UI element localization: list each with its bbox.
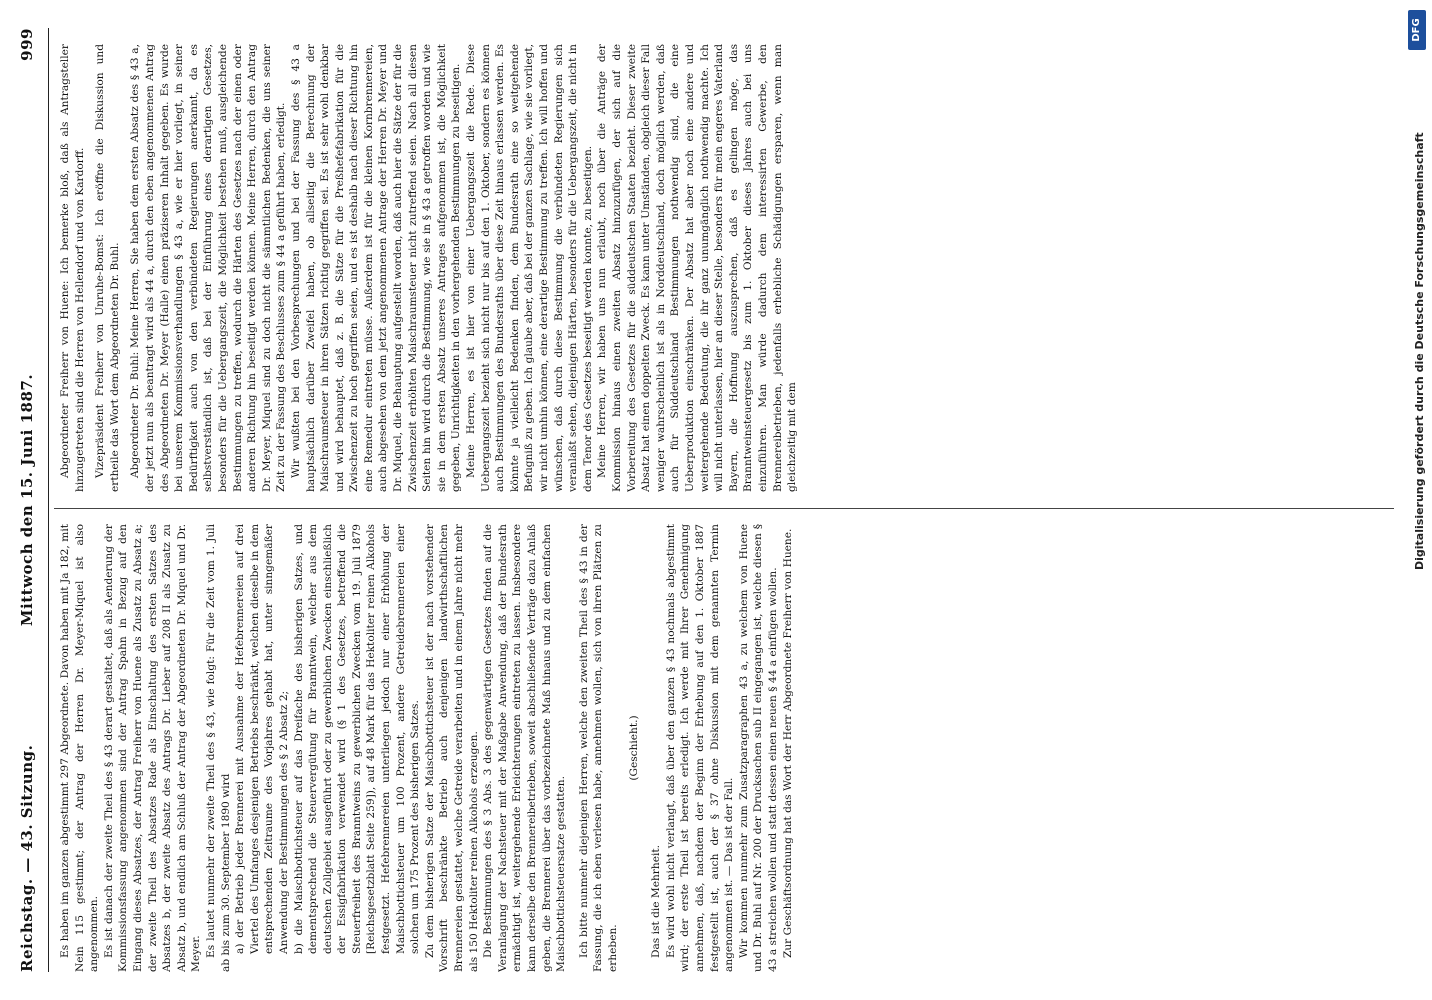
- header-session: Reichstag. — 43. Sitzung.: [18, 744, 36, 972]
- digitization-credit: [1396, 0, 1432, 1000]
- paragraph: Vizepräsident Freiherr von Unruhe-Bomst: Ich eröffne die Diskussion und ertheile das Wort dem Abgeordneten Dr. Buhl.: [94, 44, 121, 492]
- spacer: [569, 524, 577, 972]
- paragraph: Es lautet nunmehr der zweite Theil des § 43, wie folgt: Für die Zeit vom 1. Juli ab bis zum 30. September 1890 wird: [204, 524, 232, 972]
- list-item: b) die Maischbottichsteuer auf das Dreifache des bisherigen Satzes, und dementsprechend die Steuervergütung für Branntwein, welcher aus dem deutschen Zollgebiet ausgeführt oder zu gewerblichen Zwecken einschließlich der Essigfabrikation verwendet wird (§ 1 des Gesetzes, betreffend die Steuerfreiheit des Branntweins zu gewerblichen Zwecken vom 19. Juli 1879 [Reichsgesetzblatt Seite 259]), auf 48 Mark für das Hektoliter reinen Alkohols festgesetzt. Hefebrennereien unterliegen jedoch nur einer Erhöhung der Maischbottichsteuer um 100 Prozent, andere Getreidebrennereien einer solchen um 175 Prozent des bisherigen Satzes.: [292, 524, 422, 954]
- paragraph: Zur Geschäftsordnung hat das Wort der Herr Abgeordnete Freiherr von Huene.: [781, 528, 794, 958]
- paragraph: Meine Herren, wir haben uns nun erlaubt, noch über die Anträge der Kommission hinaus einen zweiten Absatz hinzuzufügen, der sich auf die Vorbereitung des Gesetzes für die süddeutschen Staaten bezieht. Dieser zweite Absatz hat einen doppelten Zweck. Es kann unter Umständen, obgleich dieser Fall weniger wahrscheinlich ist als in Norddeutschland, doch möglich werden, daß auch für Süddeutschland Bestimmungen nothwendig sind, die eine Ueberproduktion einschränken. Der Absatz hat aber noch eine andere und weitergehende Bedeutung, die ihr ganz unumgänglich nothwendig machte. Ich will nicht unterlassen, hier an dieser Stelle, besonders für mein engeres Vaterland Bayern, die Hoffnung auszusprechen, daß es gelingen möge, das Branntweinsteuergesetz bis zum 1. Oktober dieses Jahres auch bei uns einzuführen. Man würde dadurch dem interessirten Gewerbe, den Brennereibetrieben, jedenfalls erhebliche Schädigungen ersparen, wenn man gleichzeitig mit dem: [596, 44, 799, 492]
- header-date: Mittwoch den 15. Juni 1887.: [18, 373, 36, 627]
- paragraph: Zu dem bisherigen Satze der Maischbottichsteuer ist der nach vorstehender Vorschrift beschränkte Betrieb auch denjenigen landwirthschaftlichen Brennereien gestattet, welche Getreide verarbeiten und in einem Jahre nicht mehr als 150 Hektoliter reinen Alkohols erzeugen.: [423, 524, 480, 972]
- header-rule: [48, 28, 49, 972]
- page-number: 999: [18, 28, 36, 61]
- page-header: [18, 28, 44, 972]
- right-column: [58, 44, 1388, 492]
- left-column: [58, 524, 1388, 972]
- spacer: [641, 524, 649, 972]
- paragraph: Es haben im ganzen abgestimmt 297 Abgeordnete. Davon haben mit Ja 182, mit Nein 115 gestimmt; der Antrag der Herren Dr. Meyer-Miquel ist also angenommen.: [59, 524, 101, 972]
- paragraph: Abgeordneter Freiherr von Huene: Ich bemerke bloß, daß als Antragsteller hinzugetreten sind die Herren von Hellendorf und von Kardorff.: [59, 44, 86, 492]
- list-item: a) der Betrieb jeder Brennerei mit Ausnahme der Hefebrennereien auf drei Viertel des Umfanges desjenigen Betriebs beschränkt, welchen dieselbe in dem entsprechenden Zeitraume des Vorjahres gehabt hat, unter sinngemäßer Anwendung der Bestimmungen des § 2 Absatz 2;: [234, 524, 290, 954]
- paragraph: Wir kommen nunmehr zum Zusatzparagraphen 43 a, zu welchem von Huene und Dr. Buhl auf Nr. 200 der Drucksachen sub II eingegangen ist, welche diesen § 43 a streichen wollen und statt dessen einen neuen § 44 a einfügen wollen.: [737, 524, 779, 972]
- paragraph: Es wird wohl nicht verlangt, daß über den ganzen § 43 nochmals abgestimmt wird; der erste Theil ist bereits erledigt. Ich werde mit Ihrer Genehmigung annehmen, daß, nachdem der Beginn der Erhebung auf den 1. Oktober 1887 festgestellt ist, auch der § 37 ohne Diskussion mit dem genannten Termin angenommen ist. — Das ist der Fall.: [664, 524, 736, 972]
- paragraph: Die Bestimmungen des § 3 Abs. 3 des gegenwärtigen Gesetzes finden auf die Veranlagung der Nachsteuer mit der Maßgabe Anwendung, daß der Bundesrath ermächtigt ist, weitergehende Erleichterungen eintreten zu lassen. Insbesondere kann derselbe den Brennereibetrieben, soweit abschließende Verträge dazu Anlaß geben, die Brennerei über das vorbezeichnete Maß hinaus und zu dem einfachen Maischbottichsteuersatze gestatten.: [482, 524, 568, 972]
- paragraph: Ich bitte nunmehr diejenigen Herren, welche den zweiten Theil des § 43 in der Fassung, die ich eben verlesen habe, annehmen wollen, sich von ihren Plätzen zu erheben.: [577, 524, 619, 972]
- stage-direction: (Geschieht.): [627, 715, 640, 781]
- paragraph: Das ist die Mehrheit.: [650, 845, 663, 958]
- column-divider: [54, 508, 1394, 509]
- paragraph: Wir wußten bei den Vorbesprechungen und bei der Fassung des § 43 a hauptsächlich darüber Zweifel haben, ob allseitig die Berechnung der Maischraumsteuer in ihren Sätzen richtig gegriffen sei. Es ist sehr wohl denkbar und wird behauptet, daß z. B. die Sätze für die Preßhefefabrikation für die Zwischenzeit zu hoch gegriffen seien, und es ist deshalb nach dieser Richtung hin eine Remedur eintreten müsse. Außerdem ist für die kleinen Kornbrennereien, auch abgesehen von dem jetzt angenommenen Antrage der Herren Dr. Meyer und Dr. Miquel, die Behauptung aufgestellt worden, daß auch hier die Sätze der für die Zwischenzeit erhöhten Maischraumsteuer nicht zutreffend seien. Nach all diesen Seiten hin wird durch die Bestimmung, wie sie in § 43 a getroffen worden und wie sie in dem ersten Absatz unseres Antrages aufgenommen ist, die Möglichkeit gegeben, Unrichtigkeiten in den vorhergehenden Bestimmungen zu beseitigen.: [289, 44, 463, 492]
- paragraph: Meine Herren, es ist hier von einer Uebergangszeit die Rede. Diese Uebergangszeit bezieht sich nicht nur bis auf den 1. Oktober, sondern es können auch Bestimmungen des Bundesraths über diese Zeit hinaus erlassen werden. Es könnte ja vielleicht Bedenken finden, dem Bundesrath eine so weitgehende Befugniß zu geben. Ich glaube aber, daß bei der ganzen Sachlage, wie sie vorliegt, wir nicht umhin können, eine derartige Bestimmung zu treffen. Ich will hoffen und wünschen, daß durch diese Bestimmung die verbündeten Regierungen sich veranlaßt sehen, diejenigen Härten, besonders für die Uebergangszeit, die nicht in dem Tenor des Gesetzes beseitigt werden konnte, zu beseitigen.: [465, 44, 594, 492]
- dfg-logo: DFG: [1408, 10, 1426, 50]
- paragraph: Abgeordneter Dr. Buhl: Meine Herren, Sie haben dem ersten Absatz des § 43 a, der jetzt nun als beantragt wird als 44 a, durch den eben angenommenen Antrag des Abgeordneten Dr. Meyer (Halle) einen präziseren Inhalt gegeben. Es wurde bei unserem Kommissionsverhandlungen § 43 a, wie er hier vorliegt, in seiner Bedürftigkeit auch von den verbündeten Regierungen anerkannt, da es selbstverständlich ist, daß bei der Einführung eines derartigen Gesetzes, besonders für die Uebergangszeit, die Möglichkeit bestehen muß, ausgleichende Bestimmungen zu treffen, wodurch die Härten des Gesetzes nach der einen oder anderen Richtung hin beseitigt werden können. Meine Herren, durch den Antrag Dr. Meyer, Miquel sind zu doch nicht die sämmtlichen Bedenken, die uns seiner Zeit zu der Fassung des Beschlusses zum § 44 a geführt haben, erledigt.: [129, 44, 288, 492]
- credit-text: Digitalisierung gefördert durch die Deutsche Forschungsgemeinschaft: [1413, 132, 1426, 570]
- paragraph: Es ist danach der zweite Theil des § 43 derart gestaltet, daß als Aenderung der Kommissionsfassung angenommen sind der Antrag Spahn in Bezug auf den Eingang dieses Absatzes, der Antrag Freiherr von Huene als Zusatz zu Absatz a; der zweite Theil des Absatzes Rade als Einschaltung des ersten Satzes des Absatzes b, der zweite Absatz des Antrags Dr. Lieber auf 208 II als Zusatz zu Absatz b, und endlich am Schluß der Antrag der Abgeordneten Dr. Miquel und Dr. Meyer.: [102, 524, 203, 972]
